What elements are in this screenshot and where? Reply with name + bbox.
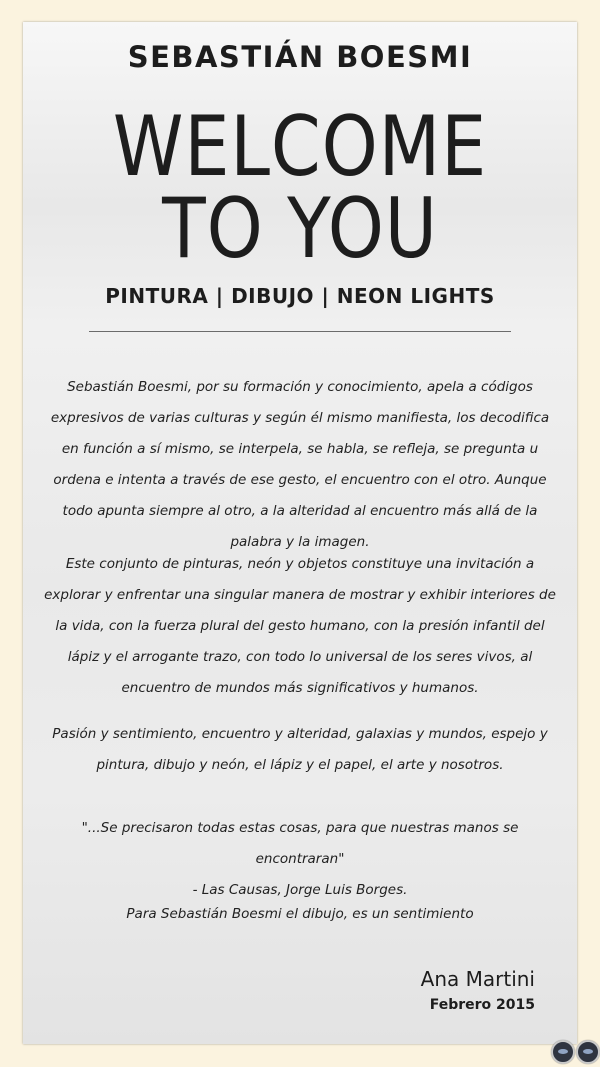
eye-badge-icon	[551, 1040, 575, 1064]
disciplines-subtitle: PINTURA | DIBUJO | NEON LIGHTS	[105, 284, 495, 308]
paragraph-works: Este conjunto de pinturas, neón y objetos constituye una invitación a explorar y enfrentar una singular manera de mostrar y exhibir interiores de la vida, con la fuerza plural del gesto humano, con la presión infantil del lápiz y el arrogante trazo, con todo lo universal de los seres vivos, al encuentro de mundos más significativos y humanos.	[44, 556, 556, 696]
divider	[89, 331, 511, 332]
paragraph-intro: Sebastián Boesmi, por su formación y conocimiento, apela a códigos expresivos de varias culturas y según él mismo manifiesta, los decodifica en función a sí mismo, se interpela, se habla, se refleja, se pregunta u ordena e intenta a través de ese gesto, el encuentro con el otro. Aunque todo apunta siempre al otro, a la alteridad al encuentro más allá de la palabra y la imagen.	[50, 379, 550, 550]
title-line-2: TO YOU	[162, 180, 438, 277]
quote-text: "...Se precisaron todas estas cosas, para que nuestras manos se encontraran"	[81, 820, 519, 867]
quote-attribution: - Las Causas, Jorge Luis Borges.	[192, 882, 408, 898]
artist-name: SEBASTIÁN BOESMI	[127, 40, 473, 74]
author-name: Ana Martini	[420, 967, 535, 991]
exhibition-title	[62, 98, 538, 277]
eye-badge-icon	[576, 1040, 600, 1064]
borges-quote	[43, 813, 557, 906]
closing-line: Para Sebastián Boesmi el dibujo, es un sentimiento	[126, 906, 474, 922]
paragraph-themes: Pasión y sentimiento, encuentro y alteridad, galaxias y mundos, espejo y pintura, dibujo y neón, el lápiz y el papel, el arte y nosotros.	[52, 726, 548, 773]
title-line-1: WELCOME	[112, 98, 488, 195]
exhibition-placard	[23, 22, 577, 1044]
author-date: Febrero 2015	[429, 997, 535, 1013]
